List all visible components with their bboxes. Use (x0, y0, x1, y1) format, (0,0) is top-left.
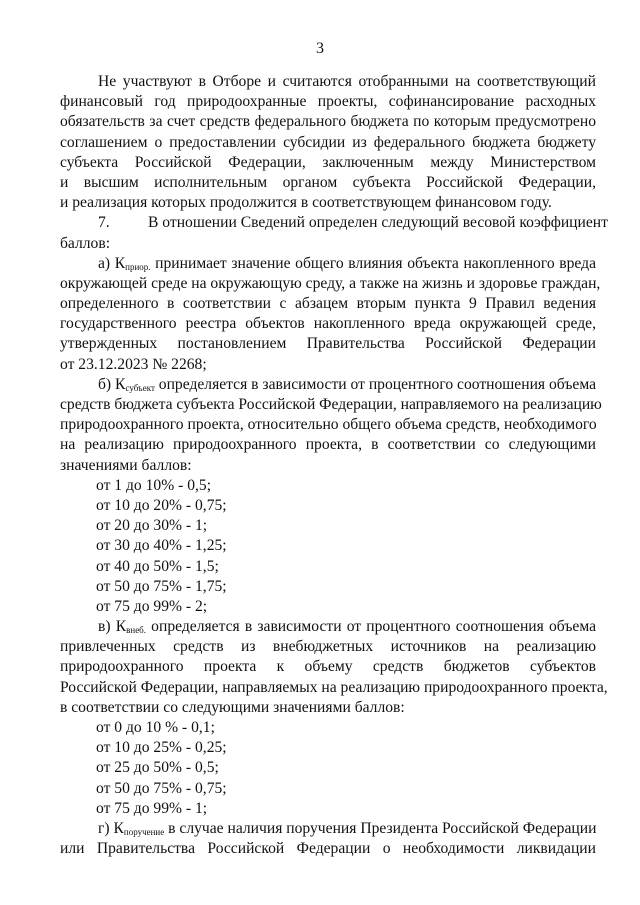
coefficient-subscript: поручение (123, 826, 165, 837)
score-scale-row: от 75 до 99% - 2; (96, 597, 208, 615)
text-line: утвержденных постановлением Правительства Российской Федерации (60, 335, 596, 353)
coefficient-subscript: субъект (125, 382, 155, 393)
item-prefix: а) К (98, 254, 126, 272)
score-scale-row: от 50 до 75% - 0,75; (96, 779, 227, 797)
score-scale-row: от 75 до 99% - 1; (96, 799, 208, 817)
coefficient-subscript: приор. (125, 261, 151, 272)
text-line: природоохранного проекта к объему средств бюджетов субъектов (60, 658, 596, 676)
text-line: субъекта Российской Федерации, заключенным между Министерством (60, 153, 596, 171)
text-line: определяется в зависимости от процентного соотношения объема (154, 375, 596, 393)
text-line: в случае наличия поручения Президента Российской Федерации (164, 819, 597, 837)
score-scale-row: от 25 до 50% - 0,5; (96, 759, 219, 777)
score-scale-row: от 30 до 40% - 1,25; (96, 537, 227, 555)
text-line: Не участвуют в Отборе и считаются отобранными на соответствующий (98, 73, 596, 90)
text-line: соглашением о предоставлении субсидии из федерального бюджета бюджету (60, 133, 596, 151)
item-b (60, 375, 602, 617)
text-line: определяется в зависимости от процентного соотношения объема (146, 618, 596, 636)
item-g (60, 819, 596, 859)
text-line: Российской Федерации, направляемых на реализацию природоохранного проекта, (60, 678, 608, 696)
item-prefix: б) К (98, 375, 126, 393)
item-7 (60, 213, 608, 253)
coefficient-subscript: внеб. (126, 625, 147, 636)
score-scale-row: от 10 до 20% - 0,75; (96, 496, 227, 514)
text-line: баллов: (60, 234, 111, 252)
score-scale-row: от 1 до 10% - 0,5; (96, 476, 212, 494)
text-line: определенного в соответствии с абзацем вторым пункта 9 Правил ведения (60, 295, 596, 313)
text-line: на реализацию природоохранного проекта, в соответствии со следующими (60, 436, 596, 454)
item-number: 7. (98, 214, 110, 232)
text-line: от 23.12.2023 № 2268; (60, 355, 207, 373)
item-a (60, 254, 601, 375)
score-scale-row: от 20 до 30% - 1; (96, 517, 208, 535)
item-prefix: г) К (98, 819, 124, 837)
document-body (60, 72, 608, 859)
page-number: 3 (316, 40, 324, 57)
item-prefix: в) К (98, 618, 127, 636)
text-line: окружающей среде на окружающую среду, а также на жизнь и здоровье граждан, (60, 274, 601, 292)
text-line: и реализация которых продолжится в соответствующем финансовом году. (60, 194, 552, 212)
score-scale-row: от 40 до 50% - 1,5; (96, 557, 219, 575)
text-line: или Правительства Российской Федерации о необходимости ликвидации (60, 840, 596, 858)
item-v (60, 617, 608, 819)
text-line: обязательств за счет средств федерального бюджета по которым предусмотрено (60, 113, 596, 131)
text-line: В отношении Сведений определен следующий весовой коэффициент (148, 214, 608, 232)
text-line: финансовый год природоохранные проекты, софинансирование расходных (60, 93, 596, 111)
item-7-heading (60, 213, 608, 233)
intro-paragraph (60, 72, 596, 213)
item-b-first-line (60, 375, 596, 395)
text-line: средств бюджета субъекта Российской Федерации, направляемого на реализацию (60, 396, 602, 413)
text-line: в соответствии со следующими значениями баллов: (60, 698, 405, 716)
text-line: государственного реестра объектов накопленного вреда окружающей среде, (60, 315, 596, 333)
item-a-first-line (60, 254, 596, 274)
text-line: привлеченных средств из внебюджетных источников на реализацию (60, 638, 596, 656)
item-v-first-line (60, 617, 596, 637)
text-line: принимает значение общего влияния объекта накопленного вреда (150, 254, 596, 272)
text-line: и высшим исполнительным органом субъекта Российской Федерации, (60, 173, 596, 191)
score-scale-row: от 0 до 10 % - 0,1; (96, 719, 215, 736)
item-g-first-line (60, 819, 596, 839)
score-scale-row: от 50 до 75% - 1,75; (96, 577, 227, 595)
score-scale-row: от 10 до 25% - 0,25; (96, 739, 227, 757)
text-line: природоохранного проекта, относительно общего объема средств, необходимого (60, 416, 597, 434)
text-line: значениями баллов: (60, 456, 192, 474)
